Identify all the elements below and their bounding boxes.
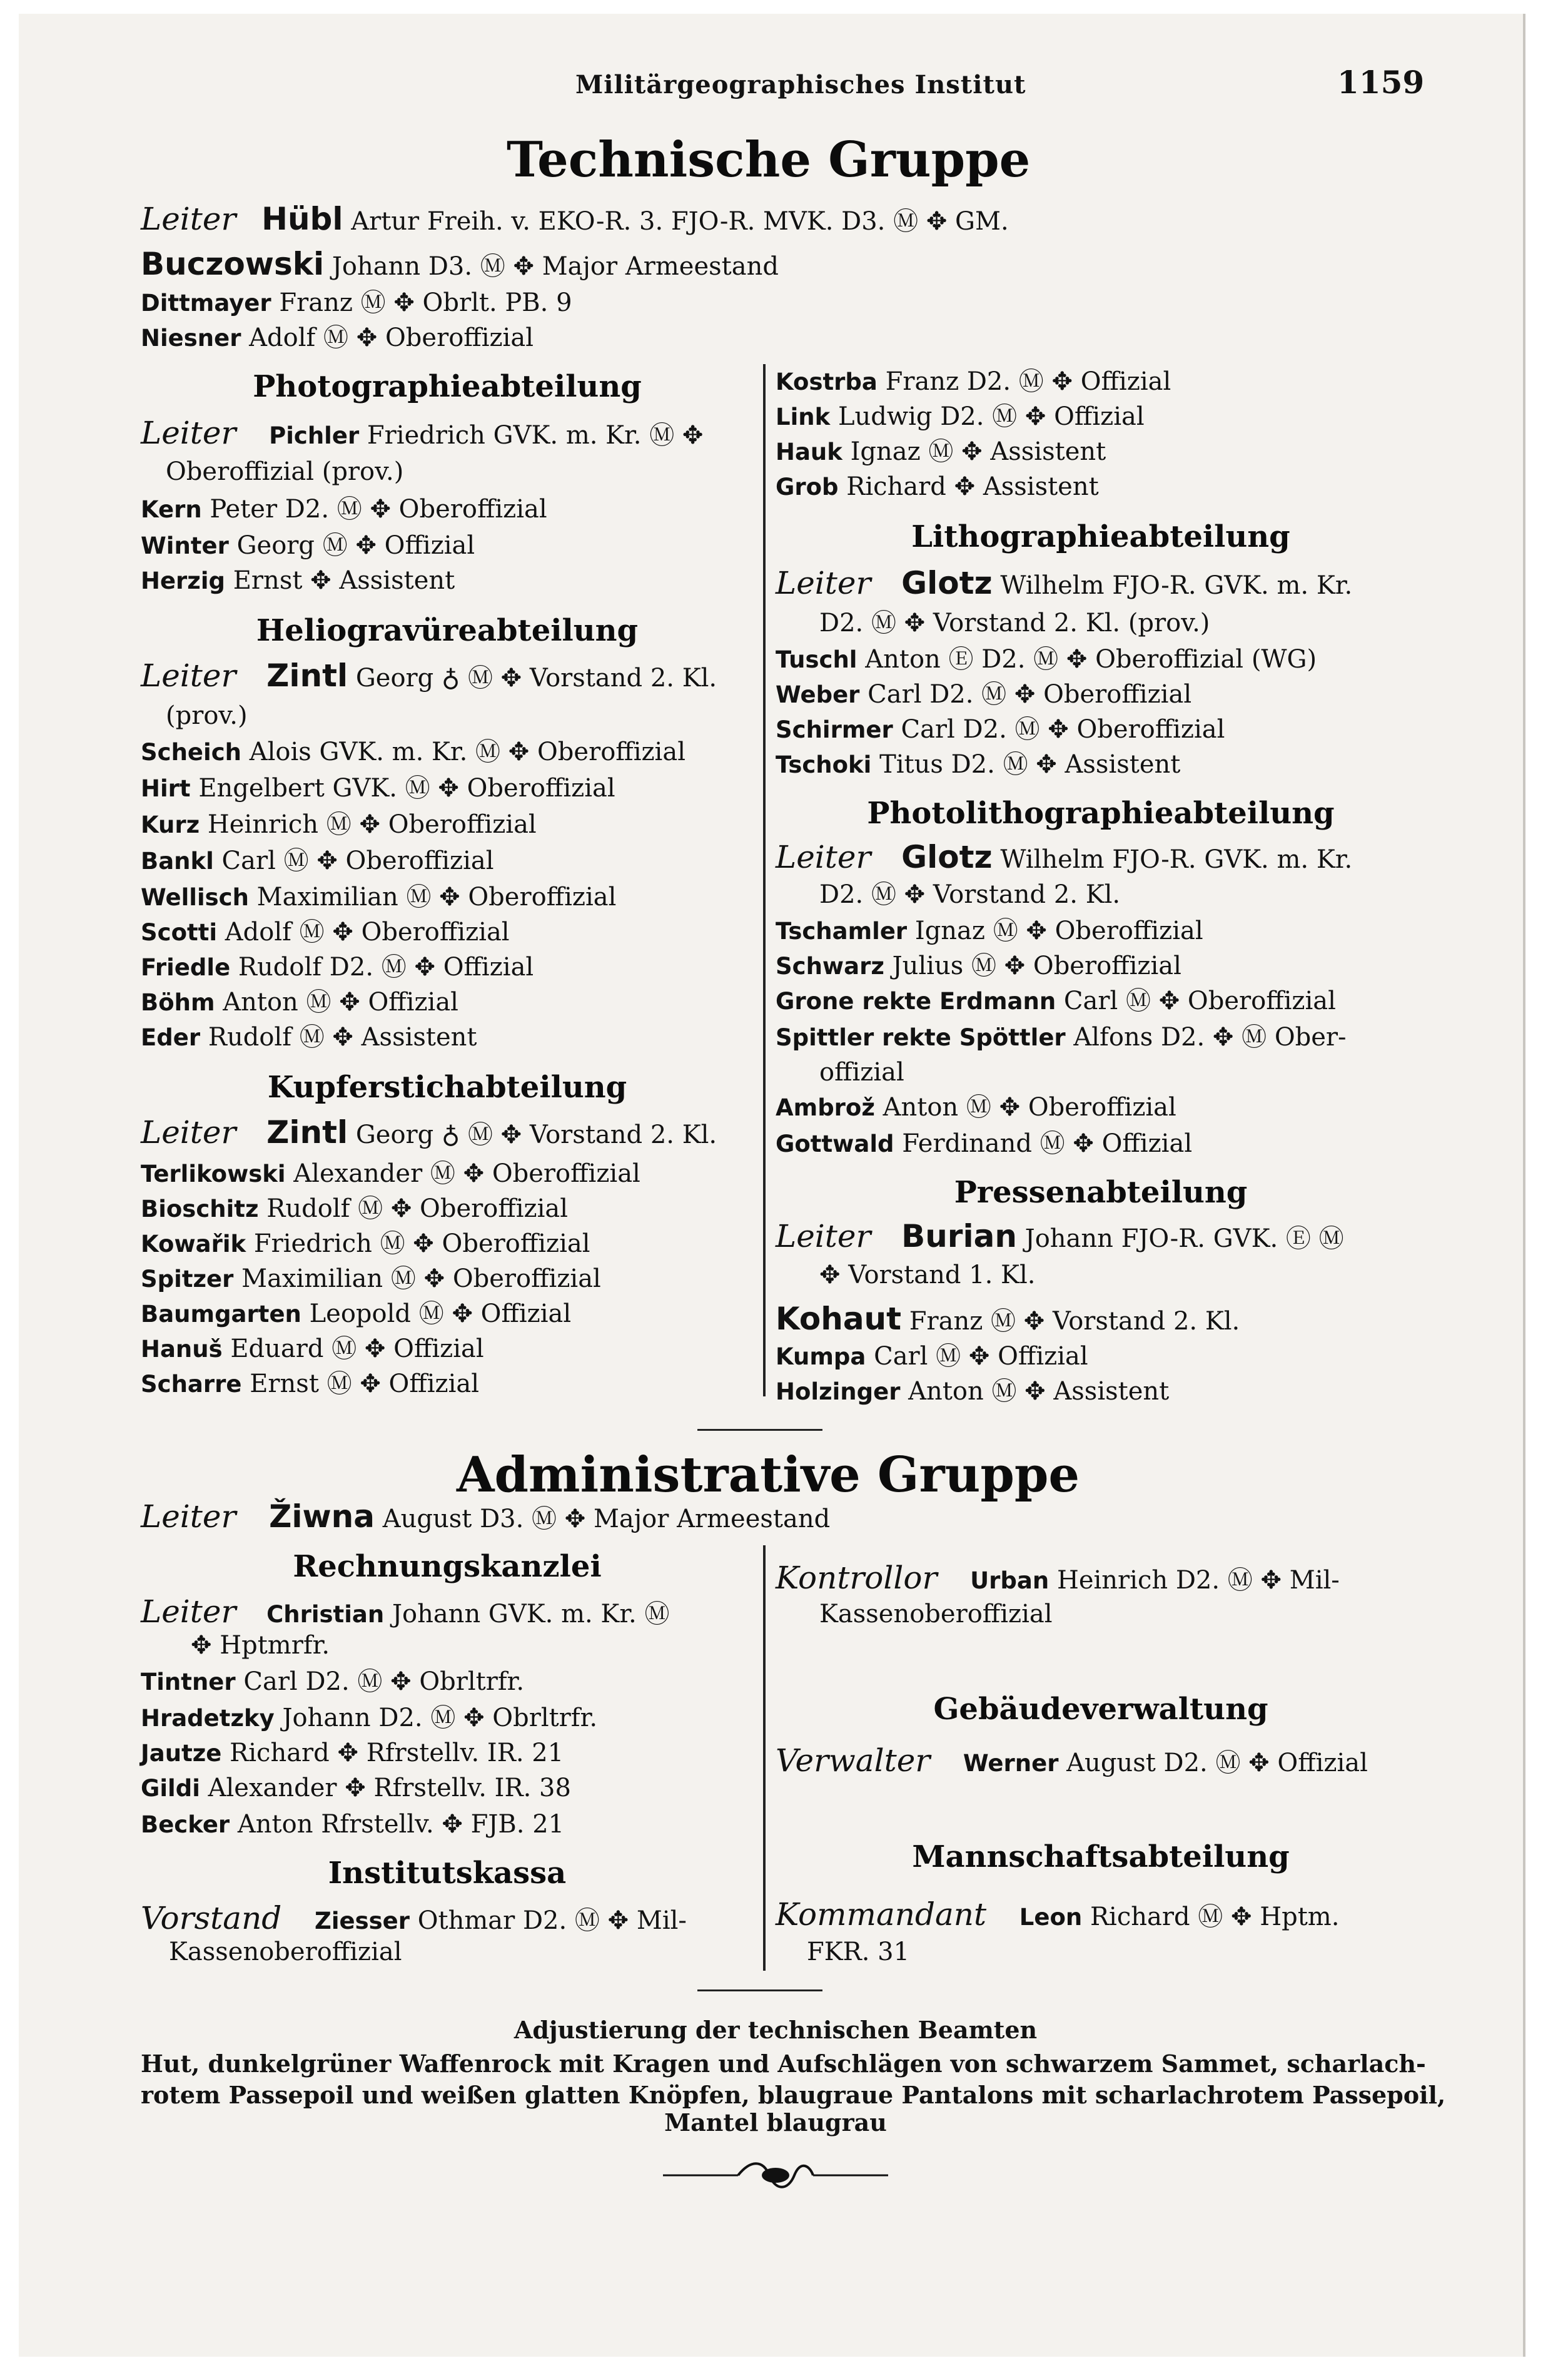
person-details: Peter D2. Ⓜ ✥ Oberoffizial (210, 495, 547, 524)
person-details: Carl D2. Ⓜ ✥ Oberoffizial (901, 715, 1225, 744)
person-name: Spittler rekte Spöttler (776, 1024, 1066, 1051)
rechnung-leiter-cont: ✥ Hptmrfr. (191, 1631, 330, 1660)
person-details: Eduard Ⓜ ✥ Offizial (230, 1334, 484, 1363)
list-item (141, 846, 494, 876)
person-details: Alfons D2. ✥ Ⓜ Ober- (1073, 1023, 1347, 1052)
person-details: Anton Ⓜ ✥ Assistent (908, 1377, 1170, 1406)
person-details: Carl Ⓜ ✥ Offizial (874, 1342, 1088, 1371)
rechnung-leiter (141, 1593, 669, 1630)
list-item (141, 987, 458, 1017)
ornament-icon (663, 2153, 888, 2197)
person-name: Scharre (141, 1371, 242, 1398)
presse-leiter-cont: ✥ Vorstand 1. Kl. (819, 1261, 1036, 1289)
photolitho-leiter (776, 838, 1352, 876)
list-item (141, 1264, 601, 1294)
person-details: Titus D2. Ⓜ ✥ Assistent (879, 750, 1181, 779)
gebaeude-title: Gebäudeverwaltung (933, 1692, 1268, 1727)
person-details: Richard ✥ Assistent (846, 472, 1099, 501)
person-details: Anton Ⓔ D2. Ⓜ ✥ Oberoffizial (WG) (865, 645, 1317, 674)
person-name: Holzinger (776, 1378, 901, 1405)
person-details: Engelbert GVK. Ⓜ ✥ Oberoffizial (198, 774, 615, 803)
person-details: Ludwig D2. Ⓜ ✥ Offizial (837, 402, 1145, 431)
technische-title: Technische Gruppe (507, 131, 1031, 188)
person-name: Spitzer (141, 1266, 234, 1293)
list-item (776, 644, 1317, 674)
person-name: Kern (141, 496, 202, 523)
person-name: Hauk (776, 439, 842, 465)
list-item (141, 1194, 568, 1224)
person-name: Dittmayer (141, 290, 271, 317)
leiter-label: Leiter (141, 201, 236, 237)
person-details: Johann D3. Ⓜ ✥ Major Armeestand (331, 252, 779, 281)
person-details: Johann D2. Ⓜ ✥ Obrltrfr. (282, 1704, 598, 1732)
person-name: Schwarz (776, 953, 884, 980)
leiter-name: Glotz (901, 565, 993, 601)
person-name: Hradetzky (141, 1705, 275, 1732)
litho-leiter-cont: D2. Ⓜ ✥ Vorstand 2. Kl. (prov.) (819, 609, 1210, 638)
litho-title: Lithographieabteilung (911, 519, 1290, 554)
photo-title: Photographieabteilung (253, 369, 642, 404)
person-name: Tschamler (776, 918, 908, 945)
leiter-label: Leiter (141, 1498, 236, 1535)
person-details: Alexander Ⓜ ✥ Oberoffizial (293, 1159, 640, 1188)
list-item (141, 1703, 597, 1733)
kasse-cont: Kassenoberoffizial (169, 1938, 402, 1966)
verwalter (776, 1742, 1368, 1779)
person-details: Alexander ✥ Rfrstellv. IR. 38 (208, 1774, 571, 1802)
leiter-label: Leiter (776, 1218, 871, 1254)
list-item (141, 1022, 477, 1052)
leiter-details: Johann GVK. m. Kr. Ⓜ (392, 1600, 670, 1629)
leiter-name: Glotz (901, 839, 993, 875)
person-name: Hanuš (141, 1336, 223, 1363)
person-name: Buczowski (141, 246, 325, 282)
kontrollor (776, 1559, 1340, 1597)
list-item (141, 1369, 479, 1399)
adjust-title: Adjustierung der technischen Beamten (513, 2016, 1038, 2044)
page-number: 1159 (1337, 64, 1425, 101)
person-name: Friedle (141, 954, 231, 981)
person-name: Ambrož (776, 1094, 875, 1121)
leiter-label: Leiter (141, 415, 236, 451)
kommandant (776, 1896, 1339, 1933)
leiter-name: Zintl (266, 658, 348, 694)
photo-leiter (141, 414, 703, 452)
role-label: Kontrollor (776, 1560, 938, 1596)
list-item (776, 1092, 1176, 1122)
person-details: Rudolf Ⓜ ✥ Oberoffizial (266, 1194, 569, 1223)
person-name: Gottwald (776, 1131, 894, 1157)
leiter-details: Wilhelm FJO-R. GVK. m. Kr. (1000, 845, 1353, 874)
adjust-line-2: rotem Passepoil und weißen glatten Knöpfen, blaugraue Pantalons mit scharlachrotem Passepoil, (141, 2081, 1446, 2109)
rechnung-title: Rechnungskanzlei (293, 1549, 602, 1584)
person-details: Rudolf Ⓜ ✥ Assistent (208, 1023, 477, 1052)
person-name: Wellisch (141, 884, 249, 911)
leiter-details: Wilhelm FJO-R. GVK. m. Kr. (1000, 571, 1353, 600)
list-item (141, 1299, 571, 1329)
list-item (776, 1376, 1169, 1406)
list-item (141, 1159, 640, 1189)
person-details: Othmar D2. Ⓜ ✥ Mil- (417, 1906, 687, 1935)
list-item (141, 810, 537, 840)
list-item (141, 566, 455, 596)
separator-rule (697, 1989, 822, 1991)
person-details: Adolf Ⓜ ✥ Oberoffizial (225, 918, 510, 947)
kupfer-leiter (141, 1114, 717, 1151)
person-details: Carl D2. Ⓜ ✥ Obrltrfr. (243, 1667, 525, 1696)
person-details: Ignaz Ⓜ ✥ Assistent (850, 437, 1106, 466)
leiter-details: Georg ♁ Ⓜ ✥ Vorstand 2. Kl. (355, 664, 717, 693)
leiter-label: Leiter (776, 565, 871, 601)
person-details: Alois GVK. m. Kr. Ⓜ ✥ Oberoffizial (249, 738, 685, 766)
photolitho-title: Photolithographieabteilung (867, 796, 1335, 831)
person-details: Ferdinand Ⓜ ✥ Offizial (902, 1129, 1193, 1158)
person-name: Becker (141, 1811, 230, 1838)
person-details: Ernst ✥ Assistent (233, 566, 455, 595)
list-item (776, 714, 1225, 744)
list-item (776, 472, 1099, 502)
leiter-label: Leiter (141, 1593, 236, 1630)
person-name: Böhm (141, 989, 215, 1016)
helio-title: Heliogravüreabteilung (256, 613, 639, 648)
list-item (141, 882, 616, 912)
person-name: Leon (1019, 1904, 1083, 1931)
leiter-label: Leiter (141, 1114, 236, 1151)
person-name: Jautze (141, 1740, 222, 1767)
role-label: Vorstand (141, 1900, 282, 1936)
person-details: Julius Ⓜ ✥ Oberoffizial (892, 952, 1181, 980)
photolitho-leiter-cont: D2. Ⓜ ✥ Vorstand 2. Kl. (819, 880, 1121, 909)
person-name: Terlikowski (141, 1161, 286, 1187)
list-item (141, 1809, 564, 1839)
column-divider (763, 1545, 766, 1971)
list-item (141, 288, 572, 318)
list-item (141, 494, 547, 524)
list-item (141, 245, 779, 283)
helio-leiter (141, 657, 717, 694)
list-item (776, 437, 1106, 467)
person-name: Scotti (141, 919, 218, 946)
person-details: Anton Ⓜ ✥ Offizial (223, 988, 458, 1017)
person-details: Heinrich D2. Ⓜ ✥ Mil- (1056, 1566, 1340, 1595)
person-name: Eder (141, 1024, 201, 1051)
role-label: Verwalter (776, 1742, 931, 1779)
technische-leiter (141, 200, 1009, 238)
helio-leiter-cont: (prov.) (166, 701, 248, 730)
person-details: Richard ✥ Rfrstellv. IR. 21 (230, 1739, 564, 1767)
person-name: Link (776, 404, 831, 430)
person-name: Bioschitz (141, 1196, 259, 1222)
leiter-details: Artur Freih. v. EKO-R. 3. FJO-R. MVK. D3. Ⓜ ✥ GM. (351, 207, 1009, 236)
list-item (141, 952, 534, 982)
kontrollor-cont: Kassenoberoffizial (819, 1600, 1053, 1629)
person-name: Niesner (141, 325, 241, 352)
list-item (141, 323, 534, 353)
person-details: Carl Ⓜ ✥ Oberoffizial (1063, 987, 1336, 1015)
person-name: Werner (963, 1750, 1059, 1777)
presse-title: Pressenabteilung (954, 1175, 1248, 1210)
list-item (141, 1773, 571, 1803)
person-name: Kumpa (776, 1343, 866, 1370)
page (19, 14, 1525, 2357)
person-details: Anton Rfrstellv. ✥ FJB. 21 (237, 1810, 565, 1839)
person-details: Friedrich Ⓜ ✥ Oberoffizial (253, 1229, 590, 1258)
kasse-vorstand (141, 1899, 687, 1937)
list-item (776, 1341, 1088, 1371)
person-name: Ziesser (315, 1908, 410, 1934)
person-name: Grone rekte Erdmann (776, 988, 1056, 1015)
person-name: Gildi (141, 1775, 200, 1802)
list-item (776, 367, 1171, 397)
person-name: Kohaut (776, 1301, 902, 1337)
leiter-label: Leiter (141, 658, 236, 694)
person-details: Georg Ⓜ ✥ Offizial (236, 531, 475, 560)
person-name: Grob (776, 474, 839, 500)
leiter-name: Hübl (261, 201, 343, 237)
person-details: Carl Ⓜ ✥ Oberoffizial (221, 846, 494, 875)
person-name: Kurz (141, 811, 200, 838)
admin-title: Administrative Gruppe (457, 1446, 1080, 1503)
person-name: Scheich (141, 739, 241, 766)
person-details: Carl D2. Ⓜ ✥ Oberoffizial (867, 680, 1192, 709)
leiter-details: August D3. Ⓜ ✥ Major Armeestand (382, 1505, 831, 1533)
person-details: August D2. Ⓜ ✥ Offizial (1066, 1749, 1368, 1777)
list-item (141, 1738, 564, 1768)
presse-leiter (776, 1217, 1344, 1255)
person-name: Tintner (141, 1669, 236, 1695)
list-item (776, 1022, 1347, 1052)
leiter-name: Zintl (266, 1114, 348, 1151)
leiter-name: Žiwna (269, 1498, 375, 1535)
leiter-details: Georg ♁ Ⓜ ✥ Vorstand 2. Kl. (355, 1120, 717, 1149)
person-details: Richard Ⓜ ✥ Hptm. (1090, 1903, 1340, 1931)
list-item (141, 917, 510, 947)
person-name: Schirmer (776, 716, 893, 743)
column-divider (763, 364, 766, 1396)
photo-leiter-cont: Oberoffizial (prov.) (166, 457, 404, 486)
list-item (141, 1229, 590, 1259)
separator-rule (697, 1429, 822, 1431)
person-name: Tuschl (776, 646, 857, 673)
person-details: Maximilian Ⓜ ✥ Oberoffizial (256, 883, 617, 912)
person-name: Urban (970, 1567, 1050, 1594)
person-details: Anton Ⓜ ✥ Oberoffizial (883, 1093, 1176, 1122)
running-title: Militärgeographisches Institut (575, 70, 1026, 99)
litho-leiter (776, 564, 1352, 602)
person-name: Kostrba (776, 368, 878, 395)
leiter-name: Burian (901, 1218, 1017, 1254)
person-name: Bankl (141, 848, 214, 875)
list-item (141, 737, 685, 767)
list-item (141, 1667, 524, 1697)
admin-leiter (141, 1498, 830, 1535)
adjust-line-1: Hut, dunkelgrüner Waffenrock mit Kragen und Aufschlägen von schwarzem Sammet, scharlach- (141, 2050, 1426, 2078)
mannschaft-title: Mannschaftsabteilung (912, 1839, 1290, 1874)
list-item (776, 1300, 1240, 1338)
list-item (141, 531, 475, 561)
list-item (141, 773, 615, 803)
person-name: Herzig (141, 567, 226, 594)
person-details: Maximilian Ⓜ ✥ Oberoffizial (241, 1264, 601, 1293)
leiter-label: Leiter (776, 839, 871, 875)
leiter-name: Pichler (269, 422, 360, 449)
list-item (776, 951, 1181, 981)
kasse-title: Institutskassa (328, 1856, 567, 1891)
adjust-line-3: Mantel blaugrau (664, 2108, 887, 2137)
person-name: Kowařik (141, 1231, 246, 1258)
person-details: Ignaz Ⓜ ✥ Oberoffizial (914, 917, 1203, 945)
list-item (776, 749, 1180, 780)
person-name: Baumgarten (141, 1301, 301, 1328)
person-details: Heinrich Ⓜ ✥ Oberoffizial (207, 810, 537, 839)
person-details: Franz Ⓜ ✥ Vorstand 2. Kl. (909, 1307, 1240, 1336)
leiter-name: Christian (266, 1601, 385, 1628)
list-item (776, 986, 1336, 1016)
role-label: Kommandant (776, 1896, 987, 1933)
list-item (776, 402, 1145, 432)
person-name: Weber (776, 681, 860, 708)
kommandant-cont: FKR. 31 (807, 1938, 910, 1966)
person-details: Adolf Ⓜ ✥ Oberoffizial (249, 323, 534, 352)
person-details: Rudolf D2. Ⓜ ✥ Offizial (238, 953, 534, 982)
person-details: Leopold Ⓜ ✥ Offizial (309, 1299, 572, 1328)
person-details: Franz Ⓜ ✥ Obrlt. PB. 9 (279, 288, 572, 317)
list-item-cont: offizial (819, 1058, 904, 1087)
kupfer-title: Kupferstichabteilung (267, 1070, 627, 1105)
list-item (776, 1129, 1192, 1159)
person-name: Tschoki (776, 751, 872, 778)
list-item (141, 1334, 484, 1364)
person-name: Hirt (141, 775, 191, 802)
person-details: Ernst Ⓜ ✥ Offizial (250, 1369, 480, 1398)
leiter-details: Friedrich GVK. m. Kr. Ⓜ ✥ (367, 421, 704, 450)
list-item (776, 679, 1191, 709)
person-name: Winter (141, 532, 229, 559)
leiter-details: Johann FJO-R. GVK. Ⓔ Ⓜ (1024, 1224, 1344, 1253)
person-details: Franz D2. Ⓜ ✥ Offizial (885, 367, 1171, 396)
list-item (776, 916, 1203, 946)
